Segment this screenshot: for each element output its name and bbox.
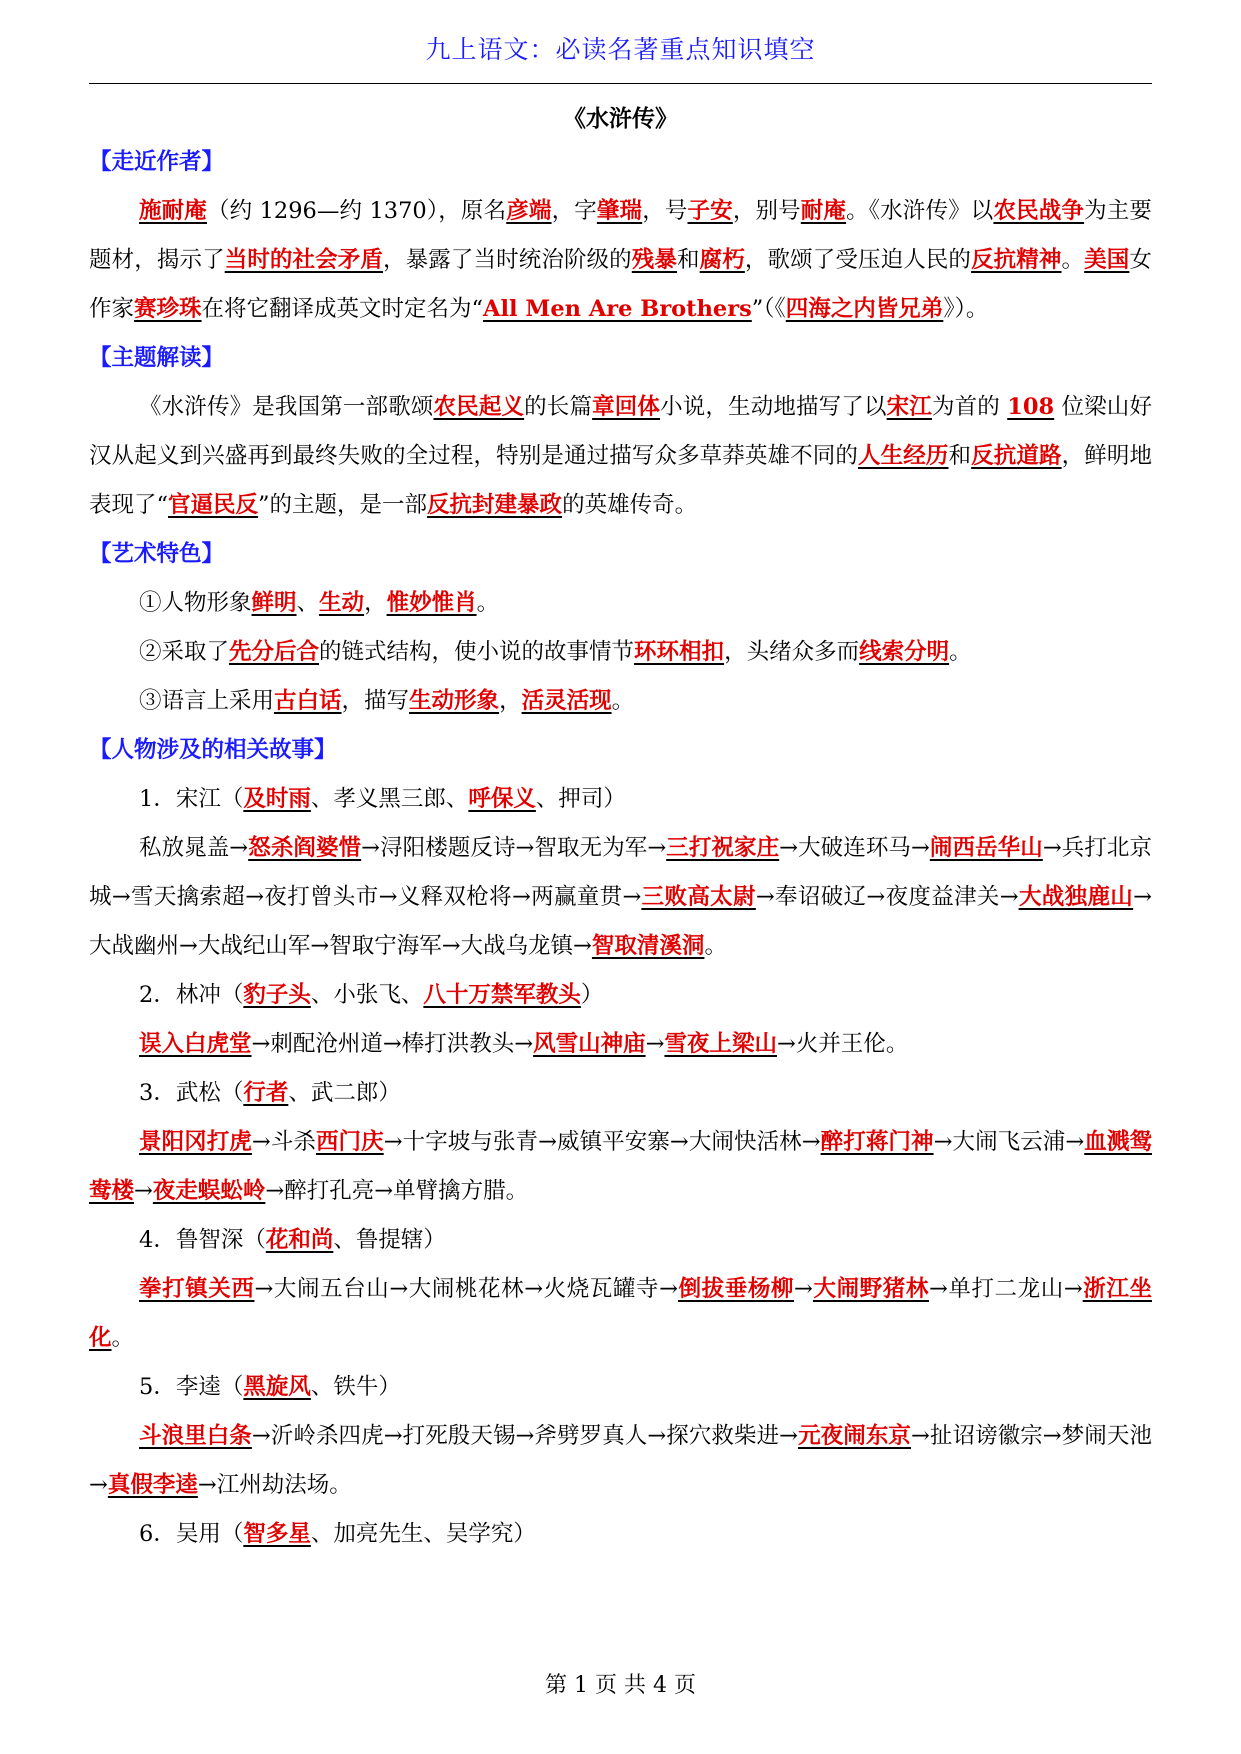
answer-blank: 腐朽 — [699, 247, 745, 273]
answer-blank: 怒杀阎婆惜 — [248, 835, 362, 861]
answer-blank: 施耐庵 — [139, 198, 207, 224]
answer-blank: 彦端 — [506, 198, 552, 224]
answer-blank: 古白话 — [274, 688, 342, 714]
section-heading-art: 【艺术特色】 — [89, 541, 225, 567]
paragraph-text: 4．鲁智深（ — [139, 1227, 266, 1253]
answer-blank: 环环相扣 — [634, 639, 725, 665]
paragraph-text: 。 — [704, 933, 727, 959]
paragraph-text: ”的主题，是一部 — [258, 492, 428, 518]
answer-blank: 官逼民反 — [168, 492, 259, 518]
paragraph-text: 、孝义黑三郎、 — [310, 786, 469, 812]
paragraph-text: ，暴露了当时统治阶级的 — [383, 247, 632, 273]
paragraph-text: 、鲁提辖） — [333, 1227, 446, 1253]
answer-blank: 108 — [1007, 394, 1055, 420]
answer-blank: 误入白虎堂 — [139, 1031, 252, 1057]
paragraph-text: ③语言上采用 — [139, 688, 275, 714]
paragraph-text: 《水浒传》是我国第一部歌颂 — [139, 394, 434, 420]
answer-blank: 及时雨 — [243, 786, 311, 812]
character-luzhishen-title — [89, 1216, 1152, 1265]
answer-blank: 生动 — [319, 590, 365, 616]
answer-blank: 风雪山神庙 — [533, 1031, 646, 1057]
paragraph-text: 的链式结构，使小说的故事情节 — [319, 639, 635, 665]
answer-blank: 倒拔垂杨柳 — [677, 1276, 795, 1302]
answer-blank: 西门庆 — [315, 1129, 384, 1155]
paragraph-text: 、武二郎） — [288, 1080, 401, 1106]
paragraph-text: 小说，生动地描写了以 — [660, 394, 887, 420]
paragraph-text: →十字坡与张青→威镇平安寨→大闹快活林→ — [383, 1129, 821, 1155]
paragraph-text: 私放晁盖→ — [139, 835, 249, 861]
answer-blank: 生动形象 — [409, 688, 500, 714]
paragraph-text: 。 — [611, 688, 635, 714]
paragraph-text: 5．李逵（ — [139, 1374, 244, 1400]
answer-blank: 惟妙惟肖 — [386, 590, 477, 616]
character-songjiang-stories — [89, 824, 1152, 971]
answer-blank: 三打祝家庄 — [666, 835, 780, 861]
answer-blank: 反抗道路 — [971, 443, 1062, 469]
paragraph-text: 》）。 — [943, 296, 989, 322]
paragraph-text: →扯诏谤徽宗→梦闹天池→ — [89, 1423, 1152, 1498]
answer-blank: 先分后合 — [229, 639, 320, 665]
answer-blank: 农民起义 — [433, 394, 525, 420]
answer-blank: 闹西岳华山 — [929, 835, 1043, 861]
paragraph-text: ） — [580, 982, 604, 1008]
paragraph-text: 女作家 — [89, 247, 1152, 322]
paragraph-text: 。 — [1061, 247, 1085, 273]
character-wuyong-title — [89, 1510, 1152, 1559]
answer-blank: 肇瑞 — [596, 198, 643, 224]
header-divider — [89, 83, 1152, 84]
document-body — [89, 138, 1152, 1559]
paragraph-text: 、铁牛） — [310, 1374, 401, 1400]
answer-blank: 反抗封建暴政 — [427, 492, 563, 518]
paragraph-text: ，头绪众多而 — [724, 639, 860, 665]
answer-blank: 四海之内皆兄弟 — [785, 296, 944, 322]
character-wusong-title — [89, 1069, 1152, 1118]
answer-blank: 真假李逵 — [107, 1472, 198, 1498]
paragraph-text: 1．宋江（ — [139, 786, 244, 812]
paragraph-text: → — [645, 1031, 665, 1057]
answer-blank: 大战独鹿山 — [1018, 884, 1134, 910]
paragraph-text: ，鲜明地表现了“ — [89, 443, 1152, 518]
answer-blank: 元夜闹东京 — [798, 1423, 911, 1449]
character-linchong-stories — [89, 1020, 1152, 1069]
paragraph-text: →斗杀 — [251, 1129, 316, 1155]
answer-blank: 雪夜上梁山 — [664, 1031, 777, 1057]
answer-blank: 耐庵 — [800, 198, 847, 224]
paragraph-text: 为首的 — [931, 394, 1008, 420]
paragraph-text: ， — [499, 688, 522, 714]
character-wusong-stories — [89, 1118, 1152, 1216]
answer-blank: 斗浪里白条 — [139, 1423, 252, 1449]
paragraph-text: ②采取了 — [139, 639, 230, 665]
answer-blank: 黑旋风 — [243, 1374, 311, 1400]
paragraph-text: 的长篇 — [524, 394, 593, 420]
paragraph-text: →醉打孔亮→单臂擒方腊。 — [265, 1178, 529, 1204]
paragraph-text: 和 — [948, 443, 972, 469]
answer-blank: 景阳冈打虎 — [139, 1129, 252, 1155]
answer-blank: 浙江坐化 — [89, 1276, 1152, 1351]
paragraph-text: ”（《 — [751, 296, 786, 322]
paragraph-text: →奉诏破辽→夜度益津关→ — [755, 884, 1019, 910]
paragraph-text: 、 — [296, 590, 320, 616]
art-item-1 — [89, 579, 1152, 628]
paragraph-text: →江州劫法场。 — [197, 1472, 352, 1498]
paragraph-text: 。《水浒传》以 — [846, 198, 994, 224]
section-heading-theme: 【主题解读】 — [89, 345, 225, 371]
art-item-3 — [89, 677, 1152, 726]
answer-blank: 呼保义 — [468, 786, 536, 812]
section-heading-author: 【走近作者】 — [89, 149, 225, 175]
character-songjiang-title — [89, 775, 1152, 824]
paragraph-text: ，别号 — [732, 198, 801, 224]
answer-blank: 子安 — [687, 198, 733, 224]
answer-blank: 智多星 — [243, 1521, 311, 1547]
paragraph-text: ，描写 — [341, 688, 410, 714]
answer-blank: 人生经历 — [858, 443, 949, 469]
answer-blank: 农民战争 — [993, 198, 1085, 224]
answer-blank: 活灵活现 — [521, 688, 612, 714]
answer-blank: 八十万禁军教头 — [423, 982, 581, 1008]
character-luzhishen-stories — [89, 1265, 1152, 1363]
paragraph-text: →火并王伦。 — [776, 1031, 909, 1057]
character-likui-title — [89, 1363, 1152, 1412]
paragraph-text: 。 — [476, 590, 500, 616]
theme-paragraph — [89, 383, 1152, 530]
paragraph-text: →大破连环马→ — [779, 835, 930, 861]
answer-blank: 美国 — [1084, 247, 1130, 273]
paragraph-text: 。 — [111, 1325, 135, 1351]
answer-blank: 当时的社会矛盾 — [224, 247, 384, 273]
paragraph-text: 的英雄传奇。 — [562, 492, 698, 518]
paragraph-text: →浔阳楼题反诗→智取无为军→ — [361, 835, 667, 861]
art-item-2 — [89, 628, 1152, 677]
answer-blank: All Men Are Brothers — [483, 296, 752, 322]
answer-blank: 拳打镇关西 — [139, 1276, 255, 1302]
paragraph-text: →刺配沧州道→棒打洪教头→ — [251, 1031, 534, 1057]
paragraph-text: →单打二龙山→ — [928, 1276, 1083, 1302]
answer-blank: 行者 — [243, 1080, 289, 1106]
answer-blank: 花和尚 — [265, 1227, 334, 1253]
answer-blank: 赛珍珠 — [134, 296, 202, 322]
character-likui-stories — [89, 1412, 1152, 1510]
answer-blank: 醉打蒋门神 — [820, 1129, 934, 1155]
author-paragraph — [89, 187, 1152, 334]
section-heading-characters: 【人物涉及的相关故事】 — [89, 737, 337, 763]
paragraph-text: → — [794, 1276, 813, 1302]
paragraph-text: 2．林冲（ — [139, 982, 244, 1008]
paragraph-text: →大战幽州→大战纪山军→智取宁海军→大战乌龙镇→ — [89, 884, 1152, 959]
answer-blank: 大闹野猪林 — [812, 1276, 929, 1302]
paragraph-text: 、加亮先生、吴学究） — [310, 1521, 536, 1547]
answer-blank: 章回体 — [592, 394, 661, 420]
answer-blank: 线索分明 — [859, 639, 950, 665]
answer-blank: 残暴 — [631, 247, 678, 273]
paragraph-text: ，号 — [642, 198, 688, 224]
answer-blank: 宋江 — [886, 394, 932, 420]
answer-blank: 反抗精神 — [971, 247, 1062, 273]
answer-blank: 夜走蜈蚣岭 — [152, 1178, 266, 1204]
page-header-title: 九上语文：必读名著重点知识填空 — [425, 35, 816, 64]
paragraph-text: → — [134, 1178, 153, 1204]
paragraph-text: →沂岭杀四虎→打死殷天锡→斧劈罗真人→探穴救柴进→ — [251, 1423, 799, 1449]
paragraph-text: 位梁山好汉从起义到兴盛再到最终失败的全过程，特别是通过描写众多草莽英雄不同的 — [89, 394, 1152, 469]
paragraph-text: ，字 — [551, 198, 597, 224]
paragraph-text: （约 1296—约 1370），原名 — [206, 198, 507, 224]
paragraph-text: 。 — [949, 639, 972, 665]
paragraph-text: 3．武松（ — [139, 1080, 244, 1106]
answer-blank: 智取清溪洞 — [591, 933, 705, 959]
paragraph-text: →兵打北京城→雪天擒索超→夜打曾头市→义释双枪将→两赢童贯→ — [89, 835, 1152, 910]
paragraph-text: 在将它翻译成英文时定名为“ — [201, 296, 484, 322]
answer-blank: 三败高太尉 — [641, 884, 756, 910]
paragraph-text: 、小张飞、 — [310, 982, 424, 1008]
paragraph-text: ①人物形象 — [139, 590, 252, 616]
paragraph-text: 6．吴用（ — [139, 1521, 244, 1547]
paragraph-text: ，歌颂了受压迫人民的 — [744, 247, 972, 273]
paragraph-text: ， — [364, 590, 387, 616]
answer-blank: 血溅鸳鸯楼 — [89, 1129, 1152, 1204]
document-title: 《水浒传》 — [563, 105, 678, 132]
answer-blank: 鲜明 — [251, 590, 297, 616]
paragraph-text: 为主要题材，揭示了 — [89, 198, 1152, 273]
paragraph-text: 、押司） — [535, 786, 626, 812]
character-linchong-title — [89, 971, 1152, 1020]
paragraph-text: 和 — [677, 247, 700, 273]
page-footer: 第 1 页 共 4 页 — [545, 1673, 696, 1698]
paragraph-text: →大闹五台山→大闹桃花林→火烧瓦罐寺→ — [254, 1276, 678, 1302]
paragraph-text: →大闹飞云浦→ — [933, 1129, 1085, 1155]
answer-blank: 豹子头 — [243, 982, 311, 1008]
